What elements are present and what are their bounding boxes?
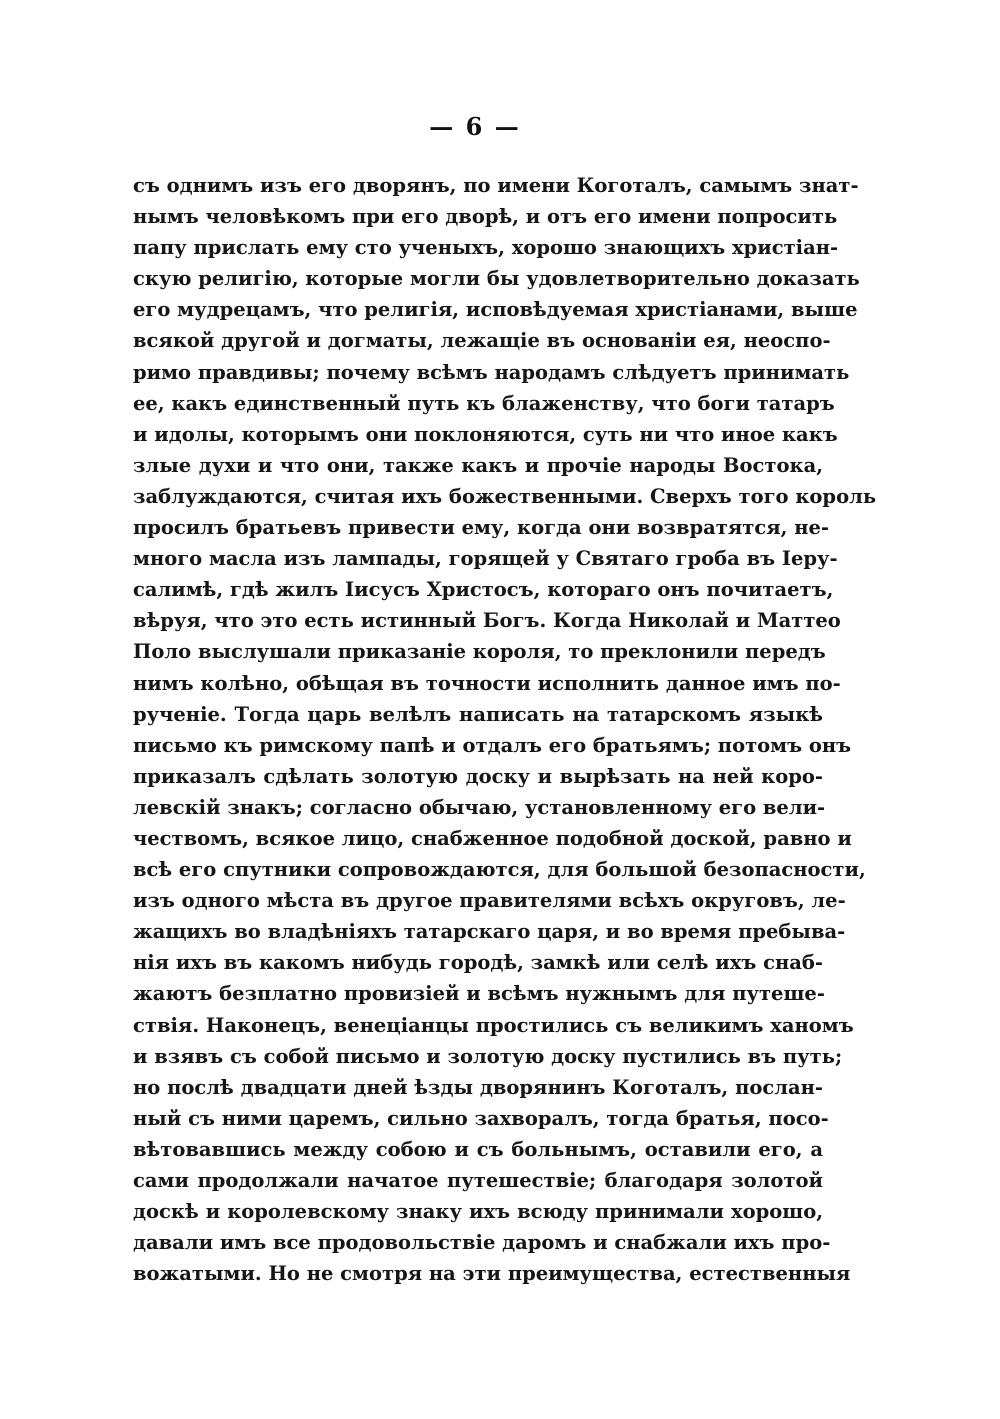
text-line: ее, какъ единственный путь къ блаженству, что боги татаръ [133, 391, 835, 415]
text-line: левскій знакъ; согласно обычаю, установленному его вели- [133, 795, 826, 819]
text-line: всякой другой и догматы, лежащіе въ основаніи ея, неоспо- [133, 329, 831, 353]
text-line: вѣтовавшись между собою и съ больнымъ, оставили его, а [133, 1137, 823, 1161]
text-line: сами продолжали начатое путешествіе; благодаря золотой [133, 1169, 823, 1192]
text-line: заблуждаются, считая ихъ божественными. Сверхъ того король [133, 484, 877, 508]
text-line: чествомъ, всякое лицо, снабженное подобной доской, равно и [133, 826, 852, 850]
text-line: ствія. Наконецъ, венеціанцы простились съ великимъ ханомъ [133, 1013, 854, 1037]
text-line: злые духи и что они, также какъ и прочіе народы Востока, [133, 453, 823, 477]
page-number: — 6 — [429, 112, 521, 141]
text-line: Поло выслушали приказаніе короля, то преклонили передъ [133, 640, 826, 664]
text-line: папу прислать ему сто ученыхъ, хорошо знающихъ христіан- [133, 236, 839, 260]
text-line: и взявъ съ собой письмо и золотую доску пустились въ путь; [133, 1044, 843, 1068]
text-line: нымъ человѣкомъ при его дворѣ, и отъ его имени попросить [133, 205, 838, 229]
text-line: изъ одного мѣста въ другое правителями всѣхъ округовъ, ле- [133, 889, 846, 913]
text-line: всѣ его спутники сопровождаются, для большой безопасности, [133, 858, 866, 882]
text-line: его мудрецамъ, что религія, исповѣдуемая христіанами, выше [133, 298, 858, 322]
text-line: съ однимъ изъ его дворянъ, по имени Коготалъ, самымъ знат- [133, 174, 859, 197]
text-line: вожатыми. Но не смотря на эти преимущества, естественныя [133, 1262, 851, 1286]
text-line: скую религію, которые могли бы удовлетворительно доказать [133, 267, 860, 291]
text-line: давали имъ все продовольствіе даромъ и снабжали ихъ про- [133, 1231, 831, 1255]
text-line: ный съ ними царемъ, сильно захворалъ, тогда братья, посо- [133, 1106, 829, 1130]
text-line: доскѣ и королевскому знаку ихъ всюду принимали хорошо, [133, 1200, 823, 1224]
text-line: вѣруя, что это есть истинный Богъ. Когда Николай и Маттео [133, 609, 841, 633]
text-line: и идолы, которымъ они поклоняются, суть ни что иное какъ [133, 422, 838, 446]
body-text [133, 170, 877, 1289]
text-line: нимъ колѣно, обѣщая въ точности исполнить данное имъ по- [133, 671, 841, 695]
text-line: римо правдивы; почему всѣмъ народамъ слѣдуетъ принимать [133, 360, 850, 384]
text-line: салимѣ, гдѣ жилъ Іисусъ Христосъ, котораго онъ почитаетъ, [133, 578, 834, 602]
text-line: но послѣ двадцати дней ѣзды дворянинъ Коготалъ, послан- [133, 1075, 823, 1099]
text-line: просилъ братьевъ привести ему, когда они возвратятся, не- [133, 516, 829, 540]
text-line: нія ихъ въ какомъ нибудь городѣ, замкѣ или селѣ ихъ снаб- [133, 951, 823, 975]
text-line: письмо къ римскому папѣ и отдалъ его братьямъ; потомъ онъ [133, 733, 852, 757]
text-line: приказалъ сдѣлать золотую доску и вырѣзать на ней коро- [133, 764, 823, 788]
text-line: рученіе. Тогда царь велѣлъ написать на татарскомъ языкѣ [133, 702, 823, 726]
text-line: много масла изъ лампады, горящей у Святаго гроба въ Іеру- [133, 547, 838, 571]
text-line: жащихъ во владѣніяхъ татарскаго царя, и во время пребыва- [133, 920, 846, 944]
text-line: жаютъ безплатно провизіей и всѣмъ нужнымъ для путеше- [133, 982, 825, 1006]
